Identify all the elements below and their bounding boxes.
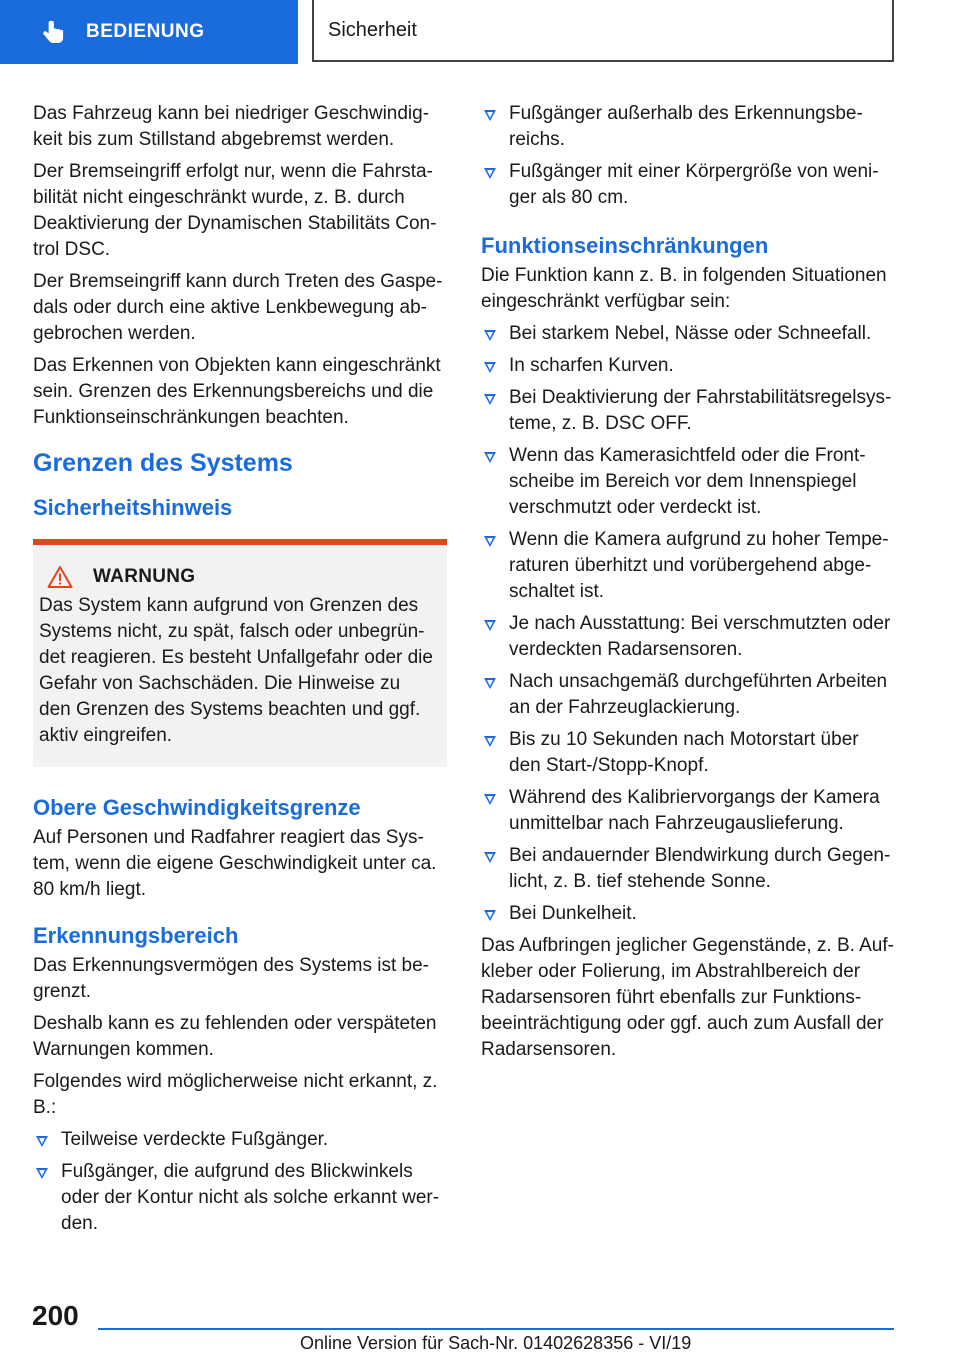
triangle-bullet-icon (484, 110, 496, 121)
heading-sicherheitshinweis: Sicherheitshinweis (33, 495, 233, 520)
list-item: Bei Dunkelheit. (481, 901, 895, 927)
list-not-detected-continued (481, 101, 895, 211)
triangle-bullet-icon (484, 678, 496, 689)
heading-funktionseinschraenkungen: Funktionseinschränkungen (481, 233, 769, 258)
triangle-bullet-icon (484, 910, 496, 921)
triangle-bullet-icon (484, 394, 496, 405)
list-item: Bis zu 10 Sekunden nach Motorstart über den Start-/Stopp-Knopf. (481, 727, 895, 779)
footer-divider (98, 1328, 894, 1330)
list-function-limits (481, 321, 895, 927)
list-item: Fußgänger mit einer Körpergröße von weni-ger als 80 cm. (481, 159, 895, 211)
list-item: Wenn das Kamerasichtfeld oder die Front-scheibe im Bereich vor dem Innenspiegel verschmutzt oder verdeckt ist. (481, 443, 895, 521)
paragraph: Das Aufbringen jeglicher Gegenstände, z. B. Auf-kleber oder Folierung, im Abstrahlbereich der Radarsensoren führt ebenfalls zur Funktions-beeinträchtigung oder ggf. auch zum Ausfall der Radarsensoren. (481, 935, 894, 1060)
triangle-bullet-icon (484, 168, 496, 179)
paragraph: Der Bremseingriff erfolgt nur, wenn die Fahrsta-bilität nicht eingeschränkt wurde, z. B. durch Deaktivierung der Dynamischen Stabilitäts Con-trol DSC. (33, 161, 437, 260)
online-version-note: Online Version für Sach-Nr. 01402628356 - VI/19 (300, 1333, 692, 1353)
paragraph: Die Funktion kann z. B. in folgenden Situationen eingeschränkt verfügbar sein: (481, 265, 887, 312)
list-item: Fußgänger, die aufgrund des Blickwinkels oder der Kontur nicht als solche erkannt wer-den. (33, 1159, 447, 1237)
paragraph: Der Bremseingriff kann durch Treten des Gaspe-dals oder durch eine aktive Lenkbewegung ab-gebrochen werden. (33, 271, 443, 344)
chapter-tab[interactable] (0, 0, 298, 64)
paragraph: Das Erkennungsvermögen des Systems ist be-grenzt. (33, 955, 430, 1002)
triangle-bullet-icon (484, 536, 496, 547)
paragraph: Das Fahrzeug kann bei niedriger Geschwindig-keit bis zum Stillstand abgebremst werden. (33, 103, 430, 150)
list-item: Je nach Ausstattung: Bei verschmutzten oder verdeckten Radarsensoren. (481, 611, 895, 663)
section-title: Sicherheit (328, 18, 417, 41)
triangle-bullet-icon (36, 1136, 48, 1147)
heading-erkennungsbereich: Erkennungsbereich (33, 923, 239, 948)
list-item: Teilweise verdeckte Fußgänger. (33, 1127, 447, 1153)
left-column (33, 101, 447, 1243)
paragraph: Auf Personen und Radfahrer reagiert das Sys-tem, wenn die eigene Geschwindigkeit unter ca. 80 km/h liegt. (33, 827, 437, 900)
list-item: Bei andauernder Blendwirkung durch Gegen-licht, z. B. tief stehende Sonne. (481, 843, 895, 895)
list-item: In scharfen Kurven. (481, 353, 895, 379)
warning-triangle-icon (47, 565, 73, 589)
triangle-bullet-icon (484, 330, 496, 341)
list-item: Bei Deaktivierung der Fahrstabilitätsregelsys-teme, z. B. DSC OFF. (481, 385, 895, 437)
triangle-bullet-icon (484, 794, 496, 805)
triangle-bullet-icon (484, 736, 496, 747)
paragraph: Deshalb kann es zu fehlenden oder verspäteten Warnungen kommen. (33, 1013, 437, 1060)
page-number: 200 (32, 1300, 79, 1331)
chapter-tab-label: BEDIENUNG (86, 21, 205, 42)
list-not-detected (33, 1127, 447, 1237)
warning-box (33, 539, 447, 767)
paragraph: Das Erkennen von Objekten kann eingeschränkt sein. Grenzen des Erkennungsbereichs und die Funktionseinschränkungen beachten. (33, 355, 441, 428)
triangle-bullet-icon (484, 620, 496, 631)
right-column (481, 101, 895, 1069)
triangle-bullet-icon (36, 1168, 48, 1179)
list-item: Bei starkem Nebel, Nässe oder Schneefall. (481, 321, 895, 347)
list-item: Nach unsachgemäß durchgeführten Arbeiten an der Fahrzeuglackierung. (481, 669, 895, 721)
triangle-bullet-icon (484, 452, 496, 463)
hand-pointer-icon (40, 18, 68, 46)
warning-title: WARNUNG (93, 566, 196, 587)
list-item: Während des Kalibriervorgangs der Kamera unmittelbar nach Fahrzeugauslieferung. (481, 785, 895, 837)
list-item: Fußgänger außerhalb des Erkennungsbe-reichs. (481, 101, 895, 153)
list-item: Wenn die Kamera aufgrund zu hoher Tempe-raturen überhitzt und vorübergehend abge-schaltet ist. (481, 527, 895, 605)
triangle-bullet-icon (484, 362, 496, 373)
section-header (312, 0, 894, 62)
heading-grenzen: Grenzen des Systems (33, 449, 293, 477)
warning-text: Das System kann aufgrund von Grenzen des Systems nicht, zu spät, falsch oder unbegrün-det reagieren. Es besteht Unfallgefahr oder die Gefahr von Sachschäden. Die Hinweise zu den Grenzen des Systems beachten und ggf. aktiv eingreifen. (39, 595, 433, 746)
heading-obere-geschwindigkeitsgrenze: Obere Geschwindigkeitsgrenze (33, 795, 361, 820)
triangle-bullet-icon (484, 852, 496, 863)
paragraph: Folgendes wird möglicherweise nicht erkannt, z. B.: (33, 1071, 438, 1118)
